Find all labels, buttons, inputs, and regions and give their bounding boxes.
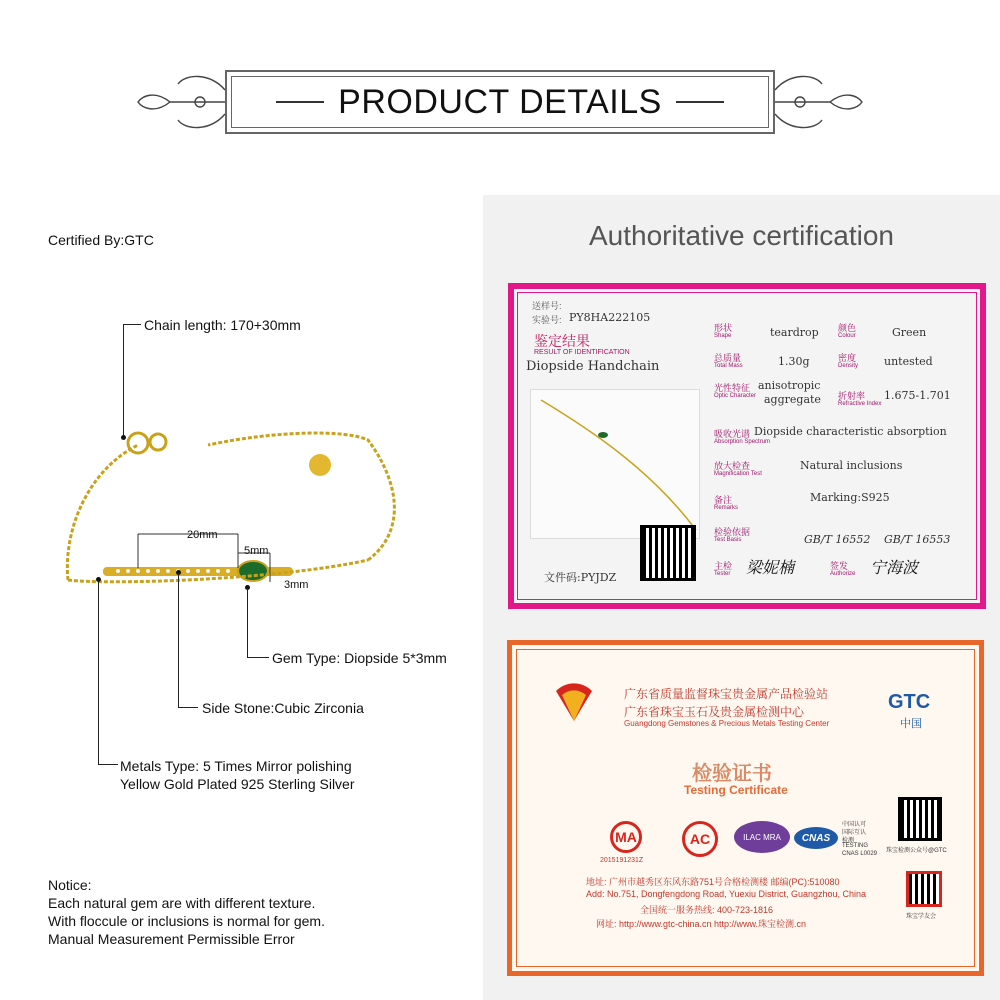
gtc-fan-logo-icon [554, 681, 594, 725]
cert1-file-no: 文件码:PYJDZ [544, 571, 617, 584]
testing-title-en: Testing Certificate [684, 783, 788, 797]
basis-value1: GB/T 16552 [804, 533, 871, 546]
cert1-product: Diopside Handchain [526, 359, 660, 374]
cnas-text3: 检测 [842, 838, 855, 844]
cert1-report-no: PY8HA222105 [569, 311, 651, 324]
website: 网址: http://www.gtc-china.cn http://www.珠宝检测.cn [596, 919, 807, 929]
title-dash-left [276, 101, 324, 103]
notice-title: Notice: [48, 877, 92, 893]
address-en: Add: No.751, Dongfengdong Road, Yuexiu District, Guangzhou, China [586, 889, 867, 899]
cert1-report-label: 实验号: [532, 315, 562, 325]
chain-length: Chain length: 170+30mm [144, 317, 301, 333]
notice-line3: Manual Measurement Permissible Error [48, 931, 295, 947]
cert1-qr-code [640, 525, 696, 581]
leader-chain-h [123, 324, 141, 325]
org-name-en: Guangdong Gemstones & Precious Metals Testing Center [624, 719, 830, 728]
remarks-value: Marking:S925 [810, 491, 890, 504]
mass-cn: 总质量 [714, 353, 742, 363]
colour-cn: 颜色 [838, 323, 857, 333]
cert1-result-cn: 鉴定结果 [534, 335, 590, 350]
absorption-value: Diopside characteristic absorption [754, 425, 947, 438]
authorize-signature: 宁海波 [870, 558, 919, 577]
mass-en: Total Mass [714, 363, 743, 369]
metals-type-line2: Yellow Gold Plated 925 Sterling Silver [120, 776, 355, 792]
magnification-value: Natural inclusions [800, 459, 903, 472]
cert1-sample-label: 送样号: [532, 301, 562, 311]
dim-gem-height-label: 3mm [284, 579, 309, 591]
ri-cn: 折射率 [838, 391, 866, 401]
cnas-badge: CNAS [794, 827, 838, 849]
dim-bar-label: 20mm [187, 529, 218, 541]
gem-type: Gem Type: Diopside 5*3mm [272, 650, 447, 666]
colour-en: Colour [838, 333, 856, 339]
leader-side-h [178, 707, 198, 708]
testing-title-cn: 检验证书 [692, 763, 772, 785]
basis-en: Test Basis [714, 537, 742, 543]
leader-gem-v [247, 588, 248, 658]
gtc-logo: GTC [888, 691, 931, 713]
ri-en: Refractive Index [838, 401, 882, 407]
basis-value2: GB/T 16553 [884, 533, 951, 546]
qr-caption-1: 珠宝检测公众号@GTC [886, 848, 947, 854]
tester-signature: 梁妮楠 [746, 558, 795, 577]
absorption-cn: 吸收光谱 [714, 429, 751, 439]
side-stone: Side Stone:Cubic Zirconia [202, 700, 364, 716]
leader-side-v [178, 573, 179, 708]
optic-value1: anisotropic [758, 379, 821, 392]
mass-value: 1.30g [778, 355, 810, 368]
notice-line1: Each natural gem are with different texture. [48, 895, 316, 911]
shape-cn: 形状 [714, 323, 733, 333]
org-name-cn1: 广东省质量监督珠宝贵金属产品检验站 [624, 687, 829, 701]
authorize-en: Authorize [830, 571, 856, 577]
cert1-result-en: RESULT OF IDENTIFICATION [534, 349, 630, 356]
tester-cn: 主检 [714, 561, 733, 571]
leader-gem-h [247, 657, 269, 658]
header-banner [130, 62, 870, 142]
optic-en: Optic Character [714, 393, 757, 399]
ma-badge: MA [610, 821, 642, 853]
density-cn: 密度 [838, 353, 857, 363]
page-title-wrap [225, 70, 775, 134]
dim-gem-width-label: 5mm [244, 545, 269, 557]
ri-value: 1.675-1.701 [884, 389, 951, 402]
cert2-qr-code-1 [898, 797, 942, 841]
magnification-en: Magnification Test [714, 471, 762, 477]
cert2-qr-code-2 [906, 871, 942, 907]
identification-certificate [508, 283, 986, 609]
magnification-cn: 放大检查 [714, 461, 751, 471]
certification-title: Authoritative certification [588, 220, 895, 251]
cert1-sample-photo [530, 389, 700, 539]
metals-type-line1: Metals Type: 5 Times Mirror polishing [120, 758, 352, 774]
address-cn: 地址: 广州市越秀区东风东路751号合格检测楼 邮编(PC):510080 [586, 877, 840, 887]
qr-caption-2: 珠宝学友会 [906, 914, 937, 920]
ma-number: 2015191231Z [600, 857, 644, 864]
cnas-text1: 中国认可 [842, 822, 867, 828]
service-phone: 全国统一服务热线: 400-723-1816 [640, 905, 774, 915]
basis-cn: 检验依据 [714, 527, 751, 537]
cnas-text2: 国际互认 [842, 830, 867, 836]
density-value: untested [884, 355, 933, 368]
authorize-cn: 签发 [830, 561, 849, 571]
absorption-en: Absorption Spectrum [714, 439, 771, 445]
leader-metals-h [98, 764, 118, 765]
optic-cn: 光性特征 [714, 383, 751, 393]
colour-value: Green [892, 326, 927, 339]
ilac-mra-badge: ILAC MRA [734, 821, 790, 853]
page-title: PRODUCT DETAILS [338, 82, 662, 121]
remarks-cn: 备注 [714, 495, 733, 505]
remarks-en: Remarks [714, 505, 739, 511]
shape-value: teardrop [770, 326, 819, 339]
gtc-cn: 中国 [900, 718, 922, 730]
density-en: Density [838, 363, 859, 369]
cal-badge: AC [682, 821, 718, 857]
leader-metals-v [98, 580, 99, 765]
title-dash-right [676, 101, 724, 103]
cnas-text5: CNAS L0029 [842, 851, 878, 857]
cnas-text4: TESTING [842, 843, 869, 849]
testing-certificate [507, 640, 984, 976]
tester-en: Tester [714, 571, 731, 577]
certified-by: Certified By:GTC [48, 232, 154, 248]
bracelet-image [48, 410, 468, 630]
shape-en: Shape [714, 333, 732, 339]
optic-value2: aggregate [764, 393, 821, 406]
org-name-cn2: 广东省珠宝玉石及贵金属检测中心 [624, 705, 805, 719]
notice-line2: With floccule or inclusions is normal for gem. [48, 913, 325, 929]
